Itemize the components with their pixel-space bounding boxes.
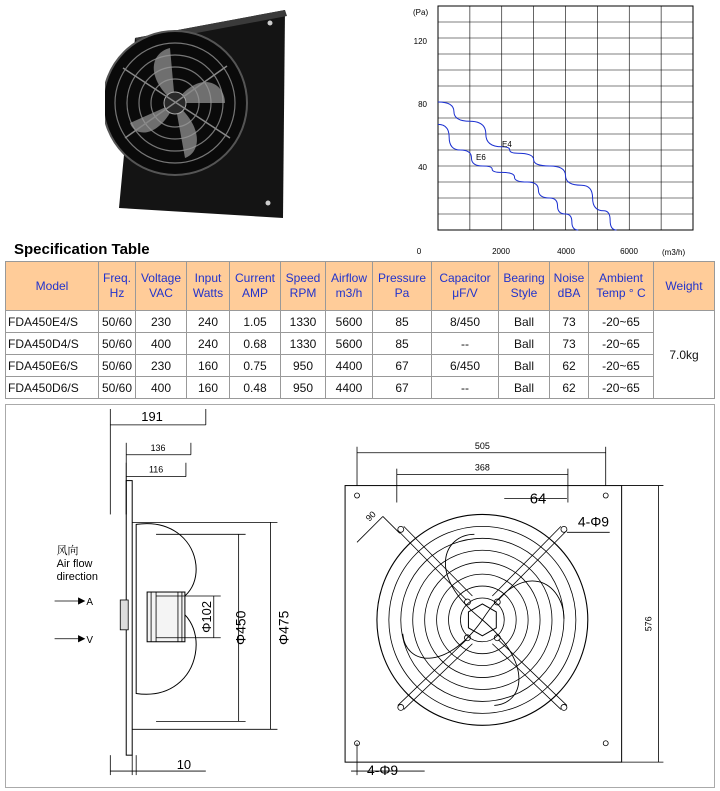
cell-input: 240 [187,333,230,355]
side-view-labels [57,409,292,772]
x-tick-label: 4000 [557,247,575,256]
airflow-label-cn: 风向 [56,545,79,558]
airflow-label-line2: direction [56,571,98,584]
table-row [6,311,715,333]
spec-table [5,261,715,399]
cell-voltage: 400 [136,333,187,355]
dim-116: 116 [148,464,164,475]
header-airflow: Airflow m3/h [326,262,373,311]
cell-input: 160 [187,377,230,399]
cell-capacitor: -- [432,377,499,399]
cell-pressure: 85 [373,333,432,355]
cell-input: 240 [187,311,230,333]
cell-airflow: 4400 [326,377,373,399]
cell-capacitor: 6/450 [432,355,499,377]
table-row [6,355,715,377]
dia-475: Φ475 [275,610,292,645]
cell-input: 160 [187,355,230,377]
cell-bearing: Ball [499,311,550,333]
y-tick-label: 40 [418,163,427,172]
cell-voltage: 230 [136,355,187,377]
cell-freq: 50/60 [99,355,136,377]
y-unit-label: (Pa) [413,8,429,17]
holes-label-top: 4-Φ9 [577,513,610,530]
cell-freq: 50/60 [99,333,136,355]
cell-weight: 7.0kg [654,311,715,399]
header-current: Current AMP [230,262,281,311]
cell-ambient: -20~65 [589,311,654,333]
cell-pressure: 67 [373,355,432,377]
cell-voltage: 230 [136,311,187,333]
cell-freq: 50/60 [99,311,136,333]
label-v: V [86,634,94,646]
dim-191: 191 [141,408,163,424]
cell-current: 1.05 [230,311,281,333]
cell-capacitor: 8/450 [432,311,499,333]
header-freq: Freq. Hz [99,262,136,311]
dim-64: 64 [529,490,547,508]
header-noise: Noise dBA [550,262,589,311]
cell-voltage: 400 [136,377,187,399]
cell-noise: 73 [550,333,589,355]
dia-450: Φ450 [232,610,249,645]
cell-capacitor: -- [432,333,499,355]
x-unit-label: (m3/h) [662,248,686,257]
dim-505: 505 [474,440,490,451]
cell-freq: 50/60 [99,377,136,399]
cell-noise: 62 [550,377,589,399]
cell-airflow: 4400 [326,355,373,377]
cell-model: FDA450E6/S [6,355,99,377]
table-row [6,333,715,355]
x-tick-label: 0 [416,247,422,256]
series-e4-label: E4 [502,140,512,149]
y-tick-label: 120 [413,37,427,46]
dim-576: 576 [643,616,654,632]
cell-current: 0.48 [230,377,281,399]
cell-current: 0.75 [230,355,281,377]
cell-model: FDA450D4/S [6,333,99,355]
cell-bearing: Ball [499,355,550,377]
performance-chart [405,0,720,262]
cell-airflow: 5600 [326,333,373,355]
header-capacitor: Capacitor μF/V [432,262,499,311]
dim-136: 136 [150,442,166,453]
cell-model: FDA450E4/S [6,311,99,333]
cell-speed: 950 [281,377,326,399]
cell-ambient: -20~65 [589,333,654,355]
cell-noise: 62 [550,355,589,377]
header-input: Input Watts [187,262,230,311]
dim-10: 10 [176,757,192,773]
header-speed: Speed RPM [281,262,326,311]
fan-photo [105,8,300,223]
side-view [55,409,278,775]
cell-ambient: -20~65 [589,377,654,399]
holes-label-bottom: 4-Φ9 [366,762,399,779]
cell-model: FDA450D6/S [6,377,99,399]
header-pressure: Pressure Pa [373,262,432,311]
cell-airflow: 5600 [326,311,373,333]
dim-368: 368 [474,462,490,473]
header-voltage: Voltage VAC [136,262,187,311]
cell-pressure: 85 [373,311,432,333]
dim-90: 90 [363,509,378,524]
header-model: Model [6,262,99,311]
cell-speed: 1330 [281,333,326,355]
dia-102: Φ102 [198,600,214,633]
cell-noise: 73 [550,311,589,333]
cell-pressure: 67 [373,377,432,399]
table-row [6,377,715,399]
header-bearing: Bearing Style [499,262,550,311]
dimension-drawing [5,404,715,788]
chart-grid [438,6,693,230]
cell-bearing: Ball [499,333,550,355]
cell-bearing: Ball [499,377,550,399]
label-a: A [86,596,94,608]
x-tick-label: 2000 [492,247,510,256]
y-tick-label: 80 [418,100,427,109]
airflow-label-line1: Air flow [56,558,93,571]
x-tick-label: 6000 [620,247,638,256]
front-view-labels [364,441,654,778]
spec-header-row [6,262,715,311]
front-view [345,447,663,775]
cell-speed: 950 [281,355,326,377]
cell-current: 0.68 [230,333,281,355]
cell-ambient: -20~65 [589,355,654,377]
series-e6-label: E6 [476,153,486,162]
header-weight: Weight [654,262,715,311]
cell-speed: 1330 [281,311,326,333]
spec-table-title: Specification Table [14,241,150,258]
header-ambient: Ambient Temp ° C [589,262,654,311]
